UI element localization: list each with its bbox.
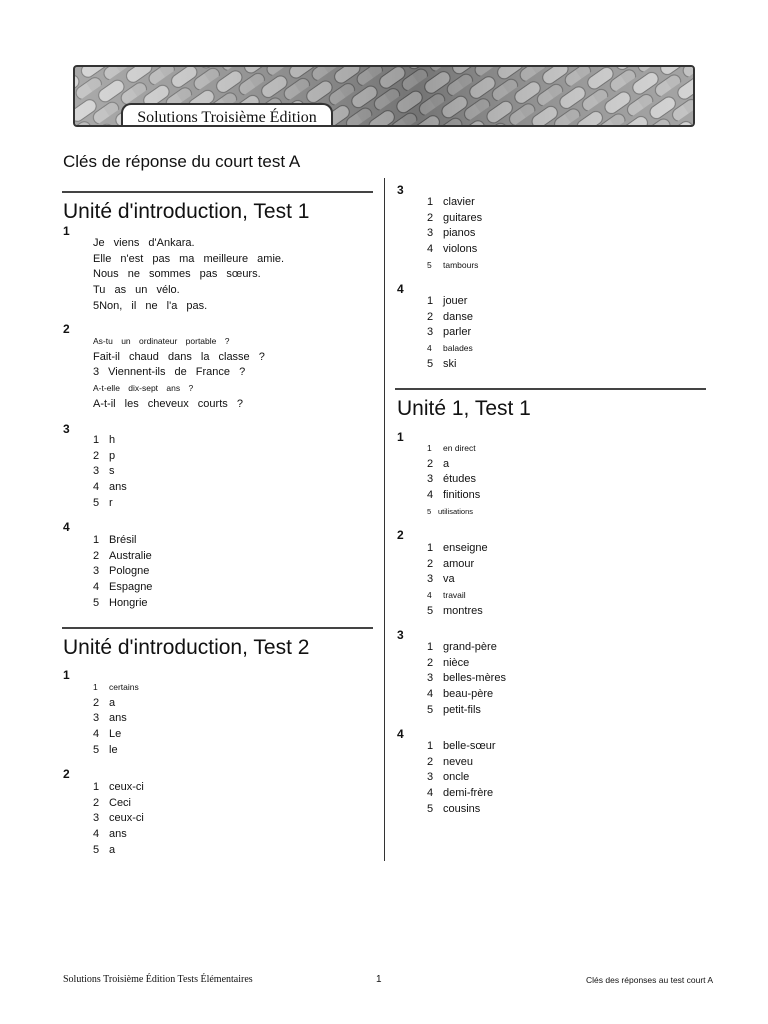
answer-item: 1 en direct (427, 443, 476, 453)
answer-item: 1 belle-sœur (427, 740, 496, 752)
answer-list-intro1-q2 (93, 334, 265, 412)
answer-item: 5 utilisations (427, 506, 474, 516)
answer-item: 1 enseigne (427, 542, 488, 554)
answer-list-unit1-q4 (427, 739, 496, 817)
answer-item: 5 a (93, 843, 116, 856)
answer-item: 1 h (93, 434, 116, 446)
page-number: 1 (376, 974, 382, 985)
answer-item: 5 petit-fils (427, 703, 481, 716)
answer-item: 3 études (427, 473, 477, 486)
answer-item: 3 pianos (427, 227, 476, 240)
question-number: 4 (397, 282, 404, 296)
answer-item: 5 cousins (427, 802, 481, 815)
answer-item: 3 parler (427, 326, 472, 339)
footer-right: Clés des réponses au test court A (586, 975, 714, 985)
answer-item: 2 guitares (427, 211, 483, 224)
answer-item: 2 a (93, 696, 116, 709)
document-title: Clés de réponse du court test A (63, 152, 301, 171)
answer-item: 4 demi-frère (427, 787, 494, 800)
header-banner (73, 65, 695, 127)
answer-item: Fait-il chaud dans la classe ? (93, 350, 265, 363)
answer-item: 5 Hongrie (93, 596, 148, 609)
answer-item: Nous ne sommes pas sœurs. (93, 268, 261, 281)
section-rule (62, 191, 373, 193)
question-number: 1 (63, 224, 70, 238)
section-rule (62, 627, 373, 629)
question-number: 2 (63, 322, 70, 336)
answer-list-intro2-q1 (93, 680, 139, 758)
answer-item: A-t-il les cheveux courts ? (93, 397, 243, 410)
answer-item: 3 Viennent-ils de France ? (93, 366, 246, 379)
footer-left: Solutions Troisième Édition Tests Élémentaires (63, 974, 253, 985)
answer-item: 3 s (93, 465, 115, 478)
answer-item: 2 Ceci (93, 796, 132, 809)
answer-item: 1 ceux-ci (93, 781, 144, 793)
banner-title: Solutions Troisième Édition (137, 109, 317, 126)
question-number: 2 (397, 528, 404, 542)
answer-item: 3 belles-mères (427, 672, 506, 685)
answer-list-intro1-q1 (93, 236, 284, 314)
question-number: 3 (63, 422, 70, 436)
banner-title-tab (121, 103, 333, 127)
answer-list-unit1-q2 (427, 541, 488, 619)
answer-item: 4 violons (427, 243, 478, 256)
answer-item: 1 grand-père (427, 641, 497, 653)
section-rule (395, 388, 706, 390)
question-number: 2 (63, 767, 70, 781)
question-number: 3 (397, 183, 404, 197)
answer-item: A-t-elle dix-sept ans ? (93, 383, 194, 394)
answer-item: 5 montres (427, 604, 483, 617)
answer-item: 2 danse (427, 310, 473, 323)
answer-item: 3 va (427, 573, 455, 586)
question-number: 3 (397, 628, 404, 642)
answer-list-unit1-q1 (427, 441, 480, 519)
answer-item: 4 finitions (427, 489, 481, 502)
answer-item: 1 clavier (427, 196, 475, 208)
answer-item: Elle n'est pas ma meilleure amie. (93, 252, 285, 265)
answer-item: 5 r (93, 496, 113, 509)
answer-list-intro2-q2 (93, 780, 144, 858)
answer-item: 2 nièce (427, 656, 470, 669)
answer-item: 2 amour (427, 557, 475, 570)
answer-list-intro1-right-q4 (427, 294, 473, 372)
answer-item: 3 oncle (427, 771, 470, 784)
answer-item: 3 ans (93, 712, 127, 725)
answer-list-unit1-q3 (427, 640, 506, 718)
answer-item: 4 Le (93, 728, 122, 741)
answer-item: 3 Pologne (93, 565, 150, 578)
answer-item: 2 p (93, 449, 116, 462)
question-number: 4 (397, 727, 404, 741)
answer-list-intro1-q4 (93, 533, 152, 611)
answer-item: 4 travail (427, 590, 466, 601)
answer-item: 1 certains (93, 682, 139, 692)
answer-item: 2 Australie (93, 549, 152, 562)
answer-item: 5 le (93, 743, 118, 756)
unit-title-unit-1: Unité 1, Test 1 (397, 397, 531, 420)
answer-item: 3 ceux-ci (93, 812, 144, 825)
answer-item: 2 a (427, 457, 450, 470)
unit-title-intro-1: Unité d'introduction, Test 1 (63, 200, 310, 223)
question-number: 4 (63, 520, 70, 534)
answer-item: 1 jouer (427, 295, 468, 307)
answer-item: 2 neveu (427, 755, 473, 768)
column-divider (384, 178, 385, 861)
answer-item: As-tu un ordinateur portable ? (93, 336, 230, 346)
question-number: 1 (63, 668, 70, 682)
answer-list-intro1-right-q3 (427, 195, 482, 273)
answer-item: Je viens d'Ankara. (93, 237, 195, 249)
answer-item: 5 tambours (427, 259, 479, 270)
question-number: 1 (397, 430, 404, 444)
answer-item: Tu as un vélo. (93, 284, 180, 297)
unit-title-intro-2: Unité d'introduction, Test 2 (63, 636, 310, 659)
answer-item: 4 Espagne (93, 581, 153, 594)
answer-item: 4 beau-père (427, 688, 494, 701)
answer-item: 4 balades (427, 343, 473, 354)
answer-list-intro1-q3 (93, 433, 127, 511)
answer-item: 4 ans (93, 481, 127, 494)
answer-item: 5 ski (427, 357, 457, 370)
answer-item: 1 Brésil (93, 534, 137, 546)
answer-item: 5Non, il ne l'a pas. (93, 299, 208, 312)
answer-item: 4 ans (93, 828, 127, 841)
